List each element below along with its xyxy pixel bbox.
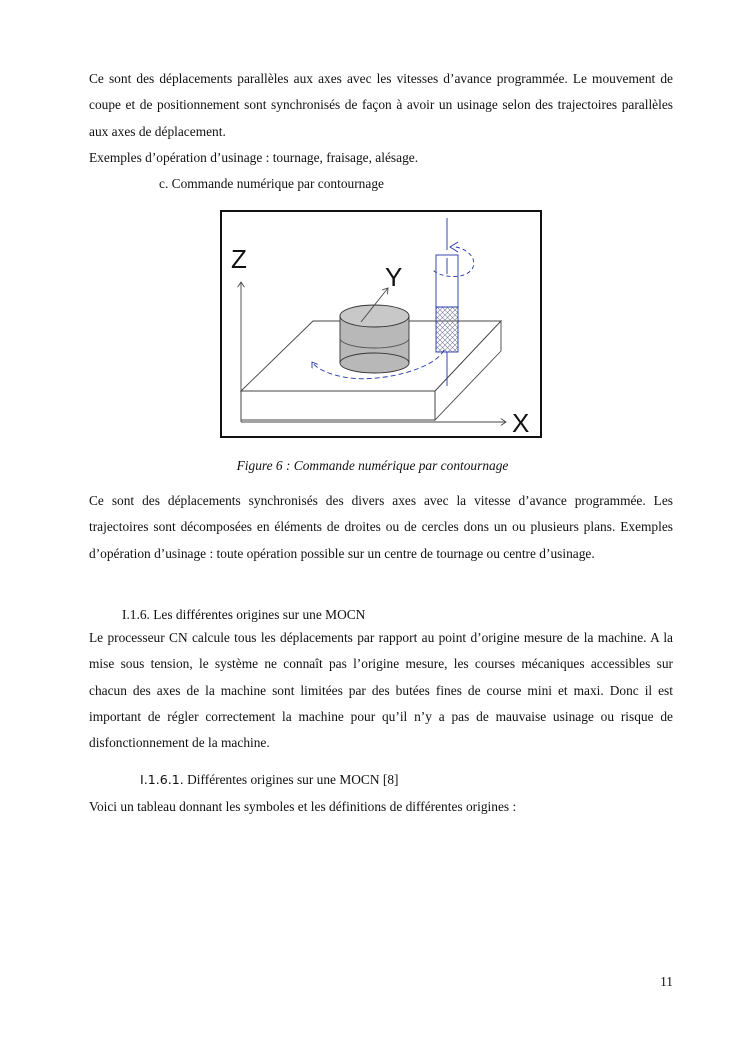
heading-origines: I.1.6. Les différentes origines sur une MOCN: [122, 607, 366, 622]
heading-contournage: c. Commande numérique par contournage: [159, 176, 384, 191]
figure-caption: Figure 6 : Commande numérique par contournage: [236, 458, 509, 473]
axis-y-label: Y: [385, 262, 403, 292]
paragraph-contournage: Ce sont des déplacements synchronisés des divers axes avec la vitesse d’avance programmée. Les trajectoires sont décomposées en éléments de droites ou de cercles dons un ou plusieurs plans. Exemples d’opération d’usinage : toute opération possible sur un centre de tournage ou centre d’usinage.: [89, 493, 673, 561]
heading-text: Différentes origines sur une MOCN [8]: [187, 772, 399, 787]
paragraph-processeur-cn: Le processeur CN calcule tous les déplacements par rapport au point d’origine mesure de la machine. A la mise sous tension, le système ne connaît pas l’origine mesure, les courses mécaniques accessibles sur chacun des axes de la machine sont limitées par des butées fines de course mini et maxi. Donc il est important de régler correctement la machine pour qu’il n’y a pas de mauvaise usinage ou risque de disfonctionnement de la machine.: [89, 630, 673, 751]
figure-contournage: [220, 210, 542, 438]
heading-differentes-origines: [140, 770, 398, 790]
cylinder-part: [340, 305, 409, 373]
page-number: 11: [660, 974, 673, 989]
paragraph-axes-paralleles: Ce sont des déplacements parallèles aux axes avec les vitesses d’avance programmée. Le mouvement de coupe et de positionnement sont synchronisés de façon à avoir un usinage selon des trajectoires parallèles aux axes de déplacement.: [89, 71, 673, 139]
heading-number: I.1.6.1.: [140, 772, 184, 787]
axis-x-label: X: [512, 408, 530, 438]
paragraph-examples-1: Exemples d’opération d’usinage : tournage, fraisage, alésage.: [89, 150, 419, 165]
paragraph-tableau-intro: Voici un tableau donnant les symboles et les définitions de différentes origines :: [89, 799, 517, 814]
axis-z-label: Z: [231, 244, 247, 274]
